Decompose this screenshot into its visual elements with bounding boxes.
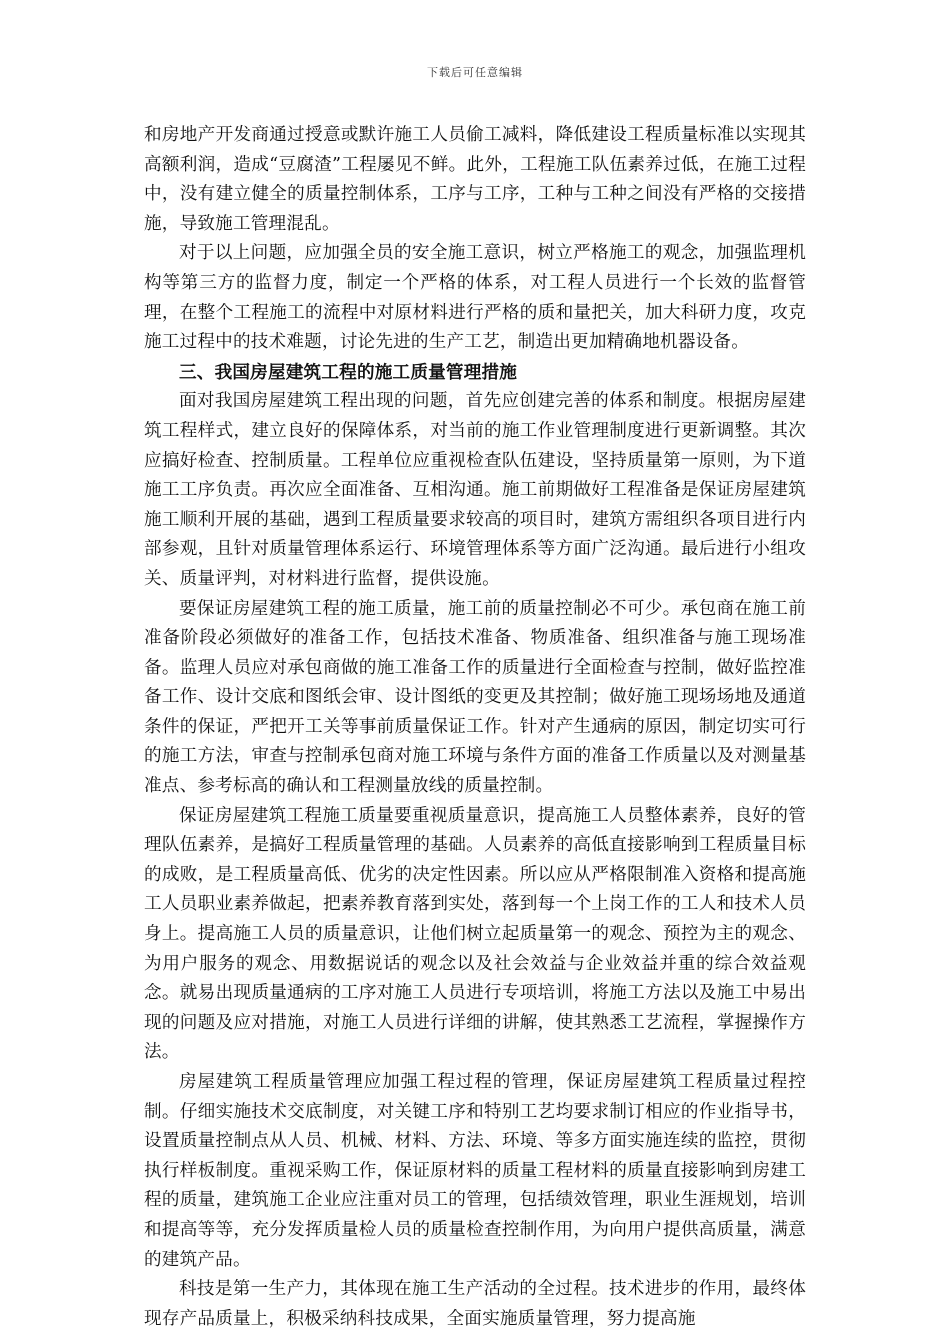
paragraph-pre-construction-control: 要保证房屋建筑工程的施工质量，施工前的质量控制必不可少。承包商在施工前准备阶段必须做好的准备工作，包括技术准备、物质准备、组织准备与施工现场准备。监理人员应对承包商做的施工准备工作的质量进行全面检查与控制，做好监控准备工作、设计交底和图纸会审、设计图纸的变更及其控制；做好施工现场场地及通道条件的保证，严把开工关等事前质量保证工作。针对产生通病的原因，制定切实可行的施工方法，审查与控制承包商对施工环境与条件方面的准备工作质量以及对测量基准点、参考标高的确认和工程测量放线的质量控制。 (144, 598, 806, 797)
paragraph-continuation: 和房地产开发商通过授意或默许施工人员偷工减料，降低建设工程质量标准以实现其高额利润，造成“豆腐渣”工程屡见不鲜。此外，工程施工队伍素养过低，在施工过程中，没有建立健全的质量控制体系，工序与工序，工种与工种之间没有严格的交接措施，导致施工管理混乱。 (144, 125, 806, 234)
paragraph-system-building: 面对我国房屋建筑工程出现的问题，首先应创建完善的体系和制度。根据房屋建筑工程样式，建立良好的保障体系，对当前的施工作业管理制度进行更新调整。其次应搞好检查、控制质量。工程单位应重视检查队伍建设，坚持质量第一原则，为下道施工工序负责。再次应全面准备、互相沟通。施工前期做好工程准备是保证房屋建筑施工顺利开展的基础，遇到工程质量要求较高的项目时，建筑方需组织各项目进行内部参观，且针对质量管理体系运行、环境管理体系等方面广泛沟通。最后进行小组攻关、质量评判，对材料进行监督，提供设施。 (144, 391, 806, 589)
document-body (144, 121, 806, 1334)
section-heading: 三、我国房屋建筑工程的施工质量管理措施 (179, 361, 518, 383)
paragraph-technology: 科技是第一生产力，其体现在施工生产活动的全过程。技术进步的作用，最终体现存产品质量上，积极采纳科技成果，全面实施质量管理，努力提高施 (144, 1279, 806, 1329)
paragraph-countermeasures: 对于以上问题，应加强全员的安全施工意识，树立严格施工的观念，加强监理机构等第三方的监督力度，制定一个严格的体系，对工程人员进行一个长效的监督管理，在整个工程施工的流程中对原材料进行严格的质和量把关，加大科研力度，攻克施工过程中的技术难题，讨论先进的生产工艺，制造出更加精确地机器设备。 (144, 243, 806, 353)
paragraph-process-management: 房屋建筑工程质量管理应加强工程过程的管理，保证房屋建筑工程质量过程控制。仔细实施技术交底制度，对关键工序和特别工艺均要求制订相应的作业指导书，设置质量控制点从人员、机械、材料、方法、环境、等多方面实施连续的监控，贯彻执行样板制度。重视采购工作，保证原材料的质量工程材料的质量直接影响到房建工程的质量，建筑施工企业应注重对员工的管理，包括绩效管理，职业生涯规划，培训和提高等等，充分发挥质量检人员的质量检查控制作用，为向用户提供高质量，满意的建筑产品。 (144, 1072, 806, 1270)
page-header: 下载后可任意编辑 (427, 66, 523, 79)
paragraph-quality-awareness: 保证房屋建筑工程施工质量要重视质量意识，提高施工人员整体素养，良好的管理队伍素养，是搞好工程质量管理的基础。人员素养的高低直接影响到工程质量目标的成败，是工程质量高低、优劣的决定性因素。所以应从严格限制准入资格和提高施工人员职业素养做起，把素养教育落到实处，落到每一个上岗工作的工人和技术人员身上。提高施工人员的质量意识，让他们树立起质量第一的观念、预控为主的观念、为用户服务的观念、用数据说话的观念以及社会效益与企业效益并重的综合效益观念。就易出现质量通病的工序对施工人员进行专项培训，将施工方法以及施工中易出现的问题及应对措施，对施工人员进行详细的讲解，使其熟悉工艺流程，掌握操作方法。 (144, 805, 806, 1063)
